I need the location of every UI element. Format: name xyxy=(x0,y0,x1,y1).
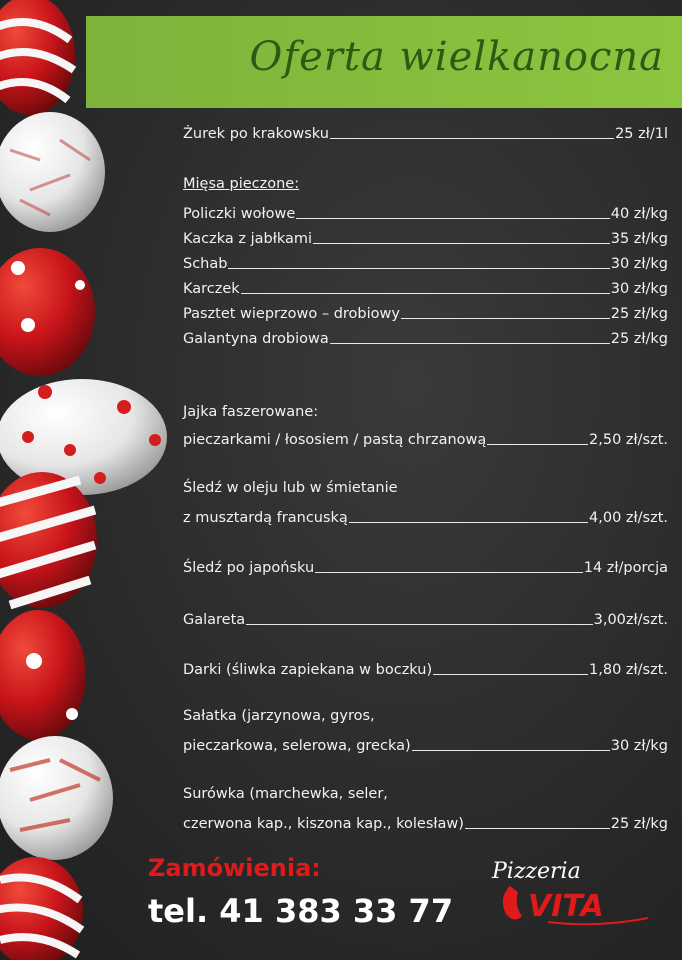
item-price: 25 zł/kg xyxy=(610,331,668,347)
egg-white-speckled-1 xyxy=(0,112,105,232)
dotted-leader xyxy=(296,218,609,219)
item-price: 2,50 zł/szt. xyxy=(589,432,668,448)
menu-item-sledz-japonsku xyxy=(183,554,668,576)
orders-label: Zamówienia: xyxy=(148,854,321,882)
item-price: 4,00 zł/szt. xyxy=(589,510,668,526)
menu-item xyxy=(183,300,668,322)
item-name: pieczarkowa, selerowa, grecka) xyxy=(183,738,411,754)
menu-item-galareta xyxy=(183,606,668,628)
item-name: Żurek po krakowsku xyxy=(183,126,329,142)
item-name: Schab xyxy=(183,256,228,272)
item-name: Śledź po japońsku xyxy=(183,560,315,576)
easter-eggs-decoration xyxy=(0,0,180,960)
menu-item xyxy=(183,225,668,247)
dotted-leader xyxy=(349,522,588,523)
salatka-heading: Sałatka (jarzynowa, gyros, xyxy=(183,708,375,724)
item-price: 25 zł/kg xyxy=(610,816,668,832)
item-name: Karczek xyxy=(183,281,240,297)
item-name: z musztardą francuską xyxy=(183,510,348,526)
dotted-leader xyxy=(401,318,610,319)
pizzeria-vita-logo xyxy=(488,852,658,932)
egg-striped-3 xyxy=(0,857,83,960)
dotted-leader xyxy=(330,343,610,344)
chili-pepper-icon xyxy=(503,886,522,920)
dotted-leader xyxy=(246,624,592,625)
dotted-leader xyxy=(330,138,614,139)
dotted-leader xyxy=(433,674,588,675)
phone-number[interactable]: tel. 41 383 33 77 xyxy=(148,892,454,930)
dotted-leader xyxy=(228,268,609,269)
item-price: 25 zł/1l xyxy=(615,126,668,142)
menu-item-zurek xyxy=(183,120,668,142)
item-name: Galareta xyxy=(183,612,246,628)
item-name: czerwona kap., kiszona kap., kolesław) xyxy=(183,816,464,832)
dotted-leader xyxy=(313,243,610,244)
dotted-leader xyxy=(465,828,610,829)
menu-item-jajka xyxy=(183,426,668,448)
menu-item-sledz-olej xyxy=(183,504,668,526)
logo-line-2: VITA xyxy=(528,889,604,924)
dotted-leader xyxy=(315,572,583,573)
egg-striped-1 xyxy=(0,0,75,115)
menu-item xyxy=(183,200,668,222)
item-name: Pasztet wieprzowo – drobiowy xyxy=(183,306,400,322)
item-price: 30 zł/kg xyxy=(610,256,668,272)
item-price: 40 zł/kg xyxy=(610,206,668,222)
item-name: Galantyna drobiowa xyxy=(183,331,329,347)
egg-red-dotted-2 xyxy=(0,610,86,740)
item-name: Policzki wołowe xyxy=(183,206,296,222)
menu-item xyxy=(183,250,668,272)
item-name: Darki (śliwka zapiekana w boczku) xyxy=(183,662,433,678)
menu-item-surowka xyxy=(183,810,668,832)
item-price: 30 zł/kg xyxy=(610,738,668,754)
menu-item-salatka xyxy=(183,732,668,754)
item-name: pieczarkami / łososiem / pastą chrzanową xyxy=(183,432,487,448)
sledz-heading: Śledź w oleju lub w śmietanie xyxy=(183,480,398,496)
surowka-heading: Surówka (marchewka, seler, xyxy=(183,786,388,802)
title-banner xyxy=(86,16,682,108)
item-price: 30 zł/kg xyxy=(610,281,668,297)
page-title: Oferta wielkanocna xyxy=(249,34,664,80)
item-price: 14 zł/porcja xyxy=(583,560,668,576)
item-price: 1,80 zł/szt. xyxy=(589,662,668,678)
dotted-leader xyxy=(487,444,588,445)
menu-item xyxy=(183,325,668,347)
egg-white-speckled-2 xyxy=(0,736,113,860)
dotted-leader xyxy=(412,750,610,751)
menu-item xyxy=(183,275,668,297)
logo-line-1: Pizzeria xyxy=(492,859,581,884)
menu-item-darki xyxy=(183,656,668,678)
dotted-leader xyxy=(241,293,610,294)
item-price: 25 zł/kg xyxy=(610,306,668,322)
item-price: 3,00zł/szt. xyxy=(593,612,668,628)
section-heading-miesa: Mięsa pieczone: xyxy=(183,176,300,192)
jajka-heading: Jajka faszerowane: xyxy=(183,404,319,420)
egg-red-dotted-1 xyxy=(0,248,95,376)
item-name: Kaczka z jabłkami xyxy=(183,231,312,247)
item-price: 35 zł/kg xyxy=(610,231,668,247)
